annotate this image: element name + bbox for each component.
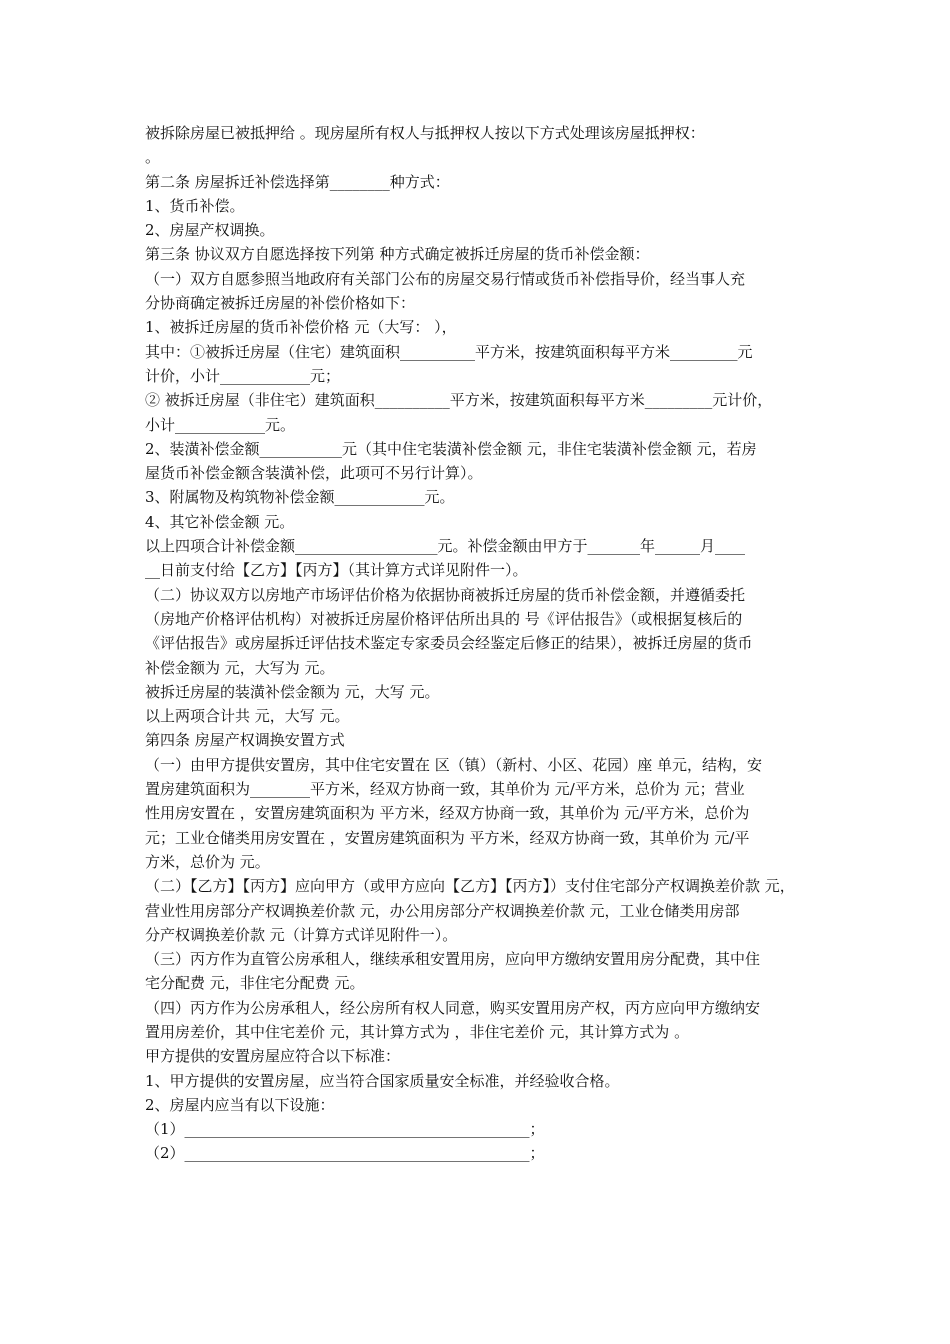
text-line: 屋货币补偿金额含装潢补偿，此项可不另行计算）。	[145, 464, 483, 483]
text-line: 以上两项合计共 元，大写 元。	[145, 707, 350, 726]
text-line: 置用房差价，其中住宅差价 元，其计算方式为 ，非住宅差价 元，其计算方式为 。	[145, 1022, 690, 1041]
text-line: 1、甲方提供的安置房屋，应当符合国家质量安全标准，并经验收合格。	[145, 1071, 620, 1090]
article-heading: 第三条 协议双方自愿选择按下列第 种方式确定被拆迁房屋的货币补偿金额：	[145, 245, 650, 264]
text-line: （一）由甲方提供安置房，其中住宅安置在 区（镇）（新村、小区、花园）座 单元，结构，安	[145, 755, 763, 774]
article-heading: 第四条 房屋产权调换安置方式	[145, 731, 345, 750]
text-line: （一）双方自愿参照当地政府有关部门公布的房屋交易行情或货币补偿指导价，经当事人充	[145, 269, 746, 288]
article-heading: 第二条 房屋拆迁补偿选择第________种方式：	[145, 172, 450, 191]
text-line: ② 被拆迁房屋（非住宅）建筑面积__________平方米，按建筑面积每平方米_________元计价，	[145, 391, 773, 410]
text-line: 其中：①被拆迁房屋（住宅）建筑面积__________平方米，按建筑面积每平方米_________元	[145, 342, 753, 361]
text-line: （二）协议双方以房地产市场评估价格为依据协商被拆迁房屋的货币补偿金额，并遵循委托	[145, 585, 746, 604]
text-line: 被拆迁房屋的装潢补偿金额为 元，大写 元。	[145, 682, 440, 701]
text-line: （四）丙方作为公房承租人，经公房所有权人同意，购买安置用房产权，丙方应向甲方缴纳安	[145, 998, 761, 1017]
text-line: __日前支付给【乙方】【丙方】（其计算方式详见附件一）。	[145, 561, 528, 580]
text-line: 小计____________元。	[145, 415, 296, 434]
text-line: 元；工业仓储类用房安置在 ，安置房建筑面积为 平方米，经双方协商一致，其单价为 元/平	[145, 828, 750, 847]
text-line: （1）______________________________________________；	[145, 1120, 545, 1139]
text-line: 《评估报告》或房屋拆迁评估技术鉴定专家委员会经鉴定后修正的结果），被拆迁房屋的货币	[145, 634, 753, 653]
text-line: 补偿金额为 元，大写为 元。	[145, 658, 335, 677]
text-line: 计价，小计____________元；	[145, 366, 341, 385]
text-line: 4、其它补偿金额 元。	[145, 512, 295, 531]
text-line: 2、房屋内应当有以下设施：	[145, 1095, 335, 1114]
text-line: 2、装潢补偿金额___________元（其中住宅装潢补偿金额 元，非住宅装潢补偿金额 元，若房	[145, 439, 757, 458]
text-line: 性用房安置在 ，安置房建筑面积为 平方米，经双方协商一致，其单价为 元/平方米，总价为	[145, 804, 750, 823]
text-line: 分产权调换差价款 元（计算方式详见附件一）。	[145, 925, 458, 944]
text-line: 甲方提供的安置房屋应符合以下标准：	[145, 1047, 401, 1066]
text-line: 。	[145, 148, 161, 167]
text-line: 3、附属物及构筑物补偿金额____________元。	[145, 488, 455, 507]
text-line: 方米，总价为 元。	[145, 852, 270, 871]
text-line: 分协商确定被拆迁房屋的补偿价格如下：	[145, 294, 416, 313]
text-line: 被拆除房屋已被抵押给 。现房屋所有权人与抵押权人按以下方式处理该房屋抵押权：	[145, 124, 705, 142]
text-line: 置房建筑面积为________平方米，经双方协商一致，其单价为 元/平方米，总价为 元；营业	[145, 780, 745, 799]
text-line: （二）【乙方】【丙方】应向甲方（或甲方应向【乙方】【丙方】）支付住宅部分产权调换差价款 元，	[145, 877, 795, 896]
text-line: 1、货币补偿。	[145, 196, 245, 215]
text-line: 营业性用房部分产权调换差价款 元，办公用房部分产权调换差价款 元，工业仓储类用房部	[145, 901, 740, 920]
text-line: （房地产价格评估机构）对被拆迁房屋价格评估所出具的 号《评估报告》（或根据复核后的	[145, 609, 743, 628]
text-line: （2）______________________________________________；	[145, 1144, 545, 1163]
text-line: 1、被拆迁房屋的货币补偿价格 元（大写： ），	[145, 318, 457, 337]
document-page	[145, 121, 813, 1166]
text-line: 2、房屋产权调换。	[145, 221, 275, 240]
text-line: 以上四项合计补偿金额___________________元。补偿金额由甲方于_______年______月____	[145, 537, 746, 556]
text-line: （三）丙方作为直管公房承租人，继续承租安置用房，应向甲方缴纳安置用房分配费，其中住	[145, 950, 761, 969]
text-line: 宅分配费 元，非住宅分配费 元。	[145, 974, 365, 993]
